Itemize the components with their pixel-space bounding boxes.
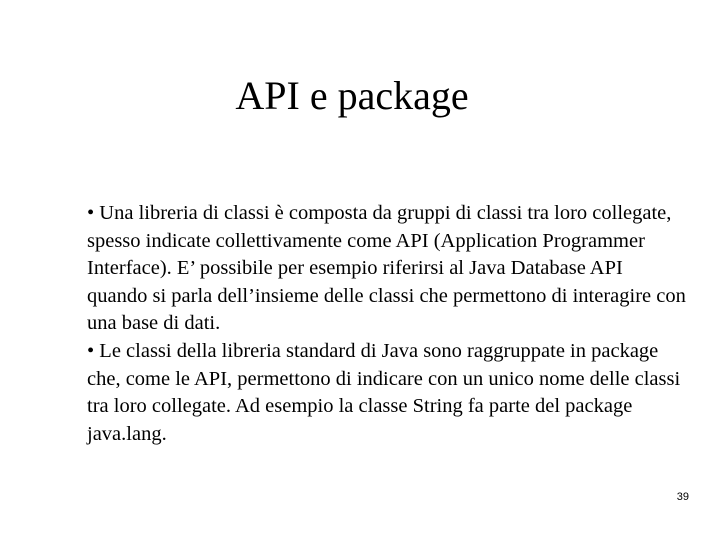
page-number: 39 — [676, 491, 689, 503]
bullet-item-api: • Una libreria di classi è composta da gruppi di classi tra loro collegate, spesso indicate collettivamente come API (Application Programmer Interface). E’ possibile per esempio riferirsi al Java Database API quando si parla dell’insieme delle classi che permettono di interagire con una base di dati. — [87, 202, 686, 335]
slide-body — [87, 200, 687, 448]
slide-title: API e package — [235, 73, 469, 118]
bullet-item-package: • Le classi della libreria standard di Java sono raggruppate in package che, come le API, permettono di indicare con un unico nome delle classi tra loro collegate. Ad esempio la classe String fa parte del package java.lang. — [87, 339, 681, 445]
